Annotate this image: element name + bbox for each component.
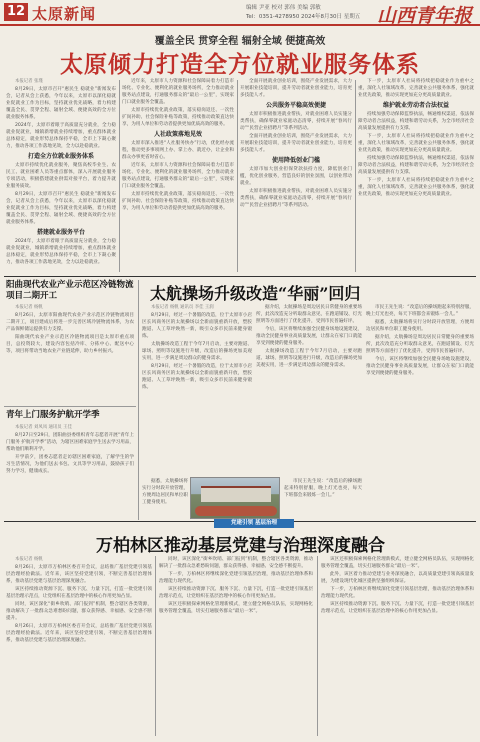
topic-tag: 党建引领 基层治理 — [214, 519, 294, 528]
paragraph: 太航操场改造工程于今年7月启动，主要对跑道、球场、照明等设施进行升级，改造后的操场更加美观实用，进一步满足周边群众的健身需求。 — [142, 342, 252, 361]
paragraph: 全面开展就业创业培训，围绕产业发展需求，大力开展职业技能培训，提升劳动者就业创业能力，培育更多技能人才。 — [240, 79, 352, 98]
section-title: 太原新闻 — [32, 5, 97, 23]
paragraph: 太原市积极推进就业帮扶，对就业困难人员实施分类帮扶，确保零就业家庭动态清零，持续开展“春风行动”“民营企业招聘月”等系列活动。 — [240, 189, 352, 208]
subheading: 打造全方位就业服务体系 — [27, 153, 94, 160]
paragraph: 全面开展就业创业培训，围绕产业发展需求，大力开展职业技能培训，提升劳动者就业创业能力，培育更多技能人才。 — [240, 134, 352, 153]
photo-track-shape — [195, 506, 277, 516]
paragraph: 下一步，万柏林区将继续深化党建引领基层治理，推动基层治理体系和治理能力现代化。 — [321, 587, 474, 599]
masthead-meta-editors: 编辑 尹亚 校对 郭伟 美编 郭敏 — [246, 5, 321, 11]
story-d-title: 万柏林区推动基层党建与治理深度融合 — [96, 536, 385, 556]
story-d-column-3 — [321, 556, 474, 738]
paragraph: 据介绍，太航操场是周边居民日常健身的重要场所，此次改造充分听取群众意见，在跑道铺设、灯光照明等方面进行了优化提升，受到市民普遍好评。 — [366, 335, 474, 354]
paragraph: 太原市持续优化就业服务，聚焦高校毕业生、农民工、就业困难人员等重点群体，深入开展就业服务专项活动，积极搭建就业供需对接平台，着力提升就业服务质效。 — [6, 163, 116, 189]
sports-field-photo — [190, 477, 280, 519]
paragraph: 8月26日，太原市万柏林区委召开会议，总结推广基层党建引领基层治理经验做法。近年来，该区坚持党建引领，不断完善基层治理体系，推动基层党建与基层治理深度融合。 — [6, 565, 152, 584]
paragraph: 下一步，太原市人社局将持续把稳就业作为重中之重，深化人社领域改革，完善就业公共服务体系，强化就业优先政策，推动实现更加充分更高质量就业。 — [358, 79, 474, 98]
paragraph: 太原市持续优化就业政策，落实稳岗返还、一次性扩岗补助、社会保险补贴等政策，持续推动政策直达快享，为用人单位和劳动者提供更加优质高效的服务。 — [122, 192, 234, 211]
story-b-title: 青年上门服务护航开学季 — [6, 410, 100, 420]
subheading: 维护就业劳动者合法权益 — [382, 102, 449, 109]
paragraph: 持续加强劳动保障监察执法，畅通维权渠道，依法保障劳动者合法权益，构建和谐劳动关系，为全市经济社会高质量发展提供有力支撑。 — [358, 156, 474, 175]
subheading: 公共服务平稳高效便捷 — [265, 102, 326, 109]
story-divider — [4, 406, 136, 407]
lead-column-2 — [122, 78, 234, 274]
lead-column-3 — [240, 78, 352, 274]
paragraph: 同时，该区深化“街乡吹哨、部门报到”机制，整合辖区各类资源，推动解决了一批群众急难愁盼问题，群众获得感、幸福感、安全感不断提升。 — [6, 602, 152, 621]
column-divider — [119, 80, 120, 272]
masthead — [0, 0, 480, 26]
paragraph: 近年来，太原市人力资源和社会保障局着力打造市场化、专业化、便利化的就业服务场所，全力推动就业服务站点建设，打通服务群众的“最后一公里”，实现家门口就业服务全覆盖。 — [122, 163, 234, 189]
paragraph: 8月26日，太原市阳曲现代农业产业示范区冷链物流项目二期开工，项目建成后将进一步完善区域冷链物流体系，为农产品保鲜储运提供有力支撑。 — [6, 313, 134, 332]
paragraph: 8月29日，经过一个暑假的改造，位于太原市小店区长风商务区的太航操场以全新面貌重新开放，塑胶跑道、人工草坪焕然一新，吸引众多市民前来健身锻炼。 — [142, 313, 252, 339]
paragraph: 阳曲现代农业产业示范区冷链物流项目是太原市重点项目，总投资较大，建设内容包括冷库、分拣中心、配送中心等，项目将带动当地农业产业链延伸，助力乡村振兴。 — [6, 335, 134, 354]
column-divider — [237, 80, 238, 272]
paragraph: 据介绍，太航操场是周边居民日常健身的重要场所，此次改造充分听取群众意见，在跑道铺设、灯光照明等方面进行了优化提升，受到市民普遍好评。 — [256, 305, 362, 324]
paragraph: 今后，该区将继续加强全民健身场地设施建设，推动全民健身事业高质量发展，让群众在家门口就能享受到便捷的健身服务。 — [256, 327, 362, 346]
story-d-column-2 — [159, 556, 313, 738]
paragraph: 太原市加大创业担保贷款扶持力度，降低创业门槛，优化创业服务，营造良好的创业氛围，以创业带动就业。 — [240, 167, 352, 186]
paragraph: 太原市持续优化就业政策，落实稳岗返还、一次性扩岗补助、社会保险补贴等政策，持续推动政策直达快享，为用人单位和劳动者提供更加优质高效的服务。 — [122, 108, 234, 127]
story-d-byline: 本报记者 杨帆 — [15, 557, 43, 562]
newspaper-logo: 山西青年报 — [376, 5, 472, 27]
paragraph: 2024年，太原市着眼于高质量充分就业，全力稳就业促就业，城镇新增就业持续增加，重点群体就业总体稳定，就业形势总体保持平稳，全市上下凝心聚力，推动各项工作落地见效，全力以赴稳就业。 — [6, 123, 116, 149]
paragraph: 2024年，太原市着眼于高质量充分就业，全力稳就业促就业，城镇新增就业持续增加，重点群体就业总体稳定，就业形势总体保持平稳，全市上下凝心聚力，推动各项工作落地见效，全力以赴稳就业。 — [6, 239, 116, 265]
paragraph: 该区还积极探索网格化管理新模式，建立健全网格员队伍，实现网格化服务管理全覆盖，切实打通服务群众“最后一米”。 — [321, 557, 474, 569]
paragraph: 太原市积极推进就业帮扶，对就业困难人员实施分类帮扶，确保零就业家庭动态清零，持续开展“春风行动”“民营企业招聘月”等系列活动。 — [240, 112, 352, 131]
subheading: 人社政策落地见效 — [153, 131, 202, 138]
paragraph: 市民王先生说：“改造后的操场跑起来特别舒服，晚上灯光也亮，每天下班都会来锻炼一会儿。” — [366, 305, 474, 317]
column-divider — [138, 280, 139, 520]
page-number: 12 — [4, 3, 28, 21]
paragraph: 开学前夕，团委志愿者走访辖区困难家庭，了解学生的学习生活情况，为他们送去书包、文具等学习用品，鼓励孩子们努力学习，健康成长。 — [6, 455, 134, 474]
paragraph: 8月29日，太原市召开“惠民生 稳就业”新闻发布会，记者从会上获悉，今年以来，太原市以深化稳就业促就业工作为目标，坚持就业优先战略，着力构建覆盖全民、贯穿全程、辐射全域、便捷高效的全方位就业服务体系。 — [6, 192, 116, 225]
column-divider — [317, 556, 318, 736]
story-a-body — [6, 304, 134, 404]
story-b-body — [6, 424, 134, 518]
paragraph: 同时，该区深化“街乡吹哨、部门报到”机制，整合辖区各类资源，推动解决了一批群众急难愁盼问题，群众获得感、幸福感、安全感不断提升。 — [159, 557, 313, 569]
paragraph: 市民王先生说：“改造后的操场跑起来特别舒服，晚上灯光也亮，每天下班都会来锻炼一会儿。” — [284, 479, 362, 498]
paragraph: 下一步，太原市人社局将持续把稳就业作为重中之重，深化人社领域改革，完善就业公共服务体系，强化就业优先政策，推动实现更加充分更高质量就业。 — [358, 134, 474, 153]
paragraph: 该区持续推动资源下沉、服务下沉、力量下沉，打造一批党建引领基层治理示范点，让党组织在基层治理中的核心作用更加凸显。 — [321, 602, 474, 614]
paragraph: 此外，该区着力推动党建与业务深度融合，以高质量党建引领高质量发展，为建设现代化城区提供坚强组织保证。 — [321, 572, 474, 584]
lead-column-1 — [6, 78, 116, 274]
paragraph: 据悉，太航操场将实行分时段开放管理，方便周边居民和单位职工健身使用。 — [366, 320, 474, 332]
story-c-column-2b — [284, 478, 362, 518]
lead-headline: 太原倾力打造全方位就业服务体系 — [60, 51, 420, 78]
paragraph: 太航操场改造工程于今年7月启动，主要对跑道、球场、照明等设施进行升级，改造后的操场更加美观实用，进一步满足周边群众的健身需求。 — [256, 349, 362, 368]
subheading: 使用降低创业门槛 — [271, 157, 320, 164]
paragraph: 持续加强劳动保障监察执法，畅通维权渠道，依法保障劳动者合法权益，构建和谐劳动关系，为全市经济社会高质量发展提供有力支撑。 — [358, 112, 474, 131]
photo-building-shape — [201, 486, 271, 502]
story-d-column-1 — [6, 556, 152, 738]
lead-kicker: 覆盖全民 贯穿全程 辐射全域 便捷高效 — [154, 36, 326, 47]
paragraph: 8月26日，太原市万柏林区委召开会议，总结推广基层党建引领基层治理经验做法。近年来，该区坚持党建引领，不断完善基层治理体系，推动基层党建与基层治理深度融合。 — [6, 624, 152, 643]
paragraph: 今后，该区将继续加强全民健身场地设施建设，推动全民健身事业高质量发展，让群众在家门口就能享受到便捷的健身服务。 — [366, 357, 474, 376]
paragraph: 该区持续推动资源下沉、服务下沉、力量下沉，打造一批党建引领基层治理示范点，让党组织在基层治理中的核心作用更加凸显。 — [159, 587, 313, 599]
paragraph: 该区持续推动资源下沉、服务下沉、力量下沉，打造一批党建引领基层治理示范点，让党组织在基层治理中的核心作用更加凸显。 — [6, 587, 152, 599]
section-divider — [4, 276, 476, 277]
subheading: 搭建就业服务平台 — [36, 229, 85, 236]
story-c-column-3 — [366, 304, 474, 516]
paragraph: 据悉，太航操场将实行分时段开放管理，方便周边居民和单位职工健身使用。 — [142, 479, 188, 505]
masthead-meta-date: Tel：0351-4278950 2024年8月30日 星期五 — [246, 14, 361, 20]
paragraph: 该区还积极探索网格化管理新模式，建立健全网格员队伍，实现网格化服务管理全覆盖，切实打通服务群众“最后一米”。 — [159, 602, 313, 614]
story-c-column-2 — [256, 304, 362, 474]
story-b-byline: 本报记者 刘凤凤 通讯员 王佳 — [15, 425, 72, 430]
column-divider — [355, 80, 356, 272]
paragraph: 下一步，太原市人社局将持续把稳就业作为重中之重，深化人社领域改革，完善就业公共服务体系，强化就业优先政策，推动实现更加充分更高质量就业。 — [358, 178, 474, 197]
paragraph: 8月29日，经过一个暑假的改造，位于太原市小店区长风商务区的太航操场以全新面貌重新开放，塑胶跑道、人工草坪焕然一新，吸引众多市民前来健身锻炼。 — [142, 364, 252, 390]
paragraph: 8月27日至29日，团阳曲县委组织青年志愿者开展“青年上门服务 护航开学季”活动，为辖区困难家庭学生送去学习用品，帮助他们顺利开学。 — [6, 433, 134, 452]
story-c-column-1 — [142, 304, 252, 474]
paragraph: 太原市深入推进“人社服务快办”行动，优化经办流程，推动更多事项网上办、掌上办、就近办，让企业和群众办事更省时省心。 — [122, 141, 234, 160]
story-c-title: 太航操场升级改造“华丽”回归 — [150, 284, 361, 303]
story-c-byline: 本报记者 杨帆 通讯员 李佳 王润 — [151, 305, 214, 310]
paragraph: 下一步，万柏林区将继续深化党建引领基层治理，推动基层治理体系和治理能力现代化。 — [159, 572, 313, 584]
story-a-byline: 本报记者 杨帆 — [15, 305, 43, 310]
paragraph: 近年来，太原市人力资源和社会保障局着力打造市场化、专业化、便利化的就业服务场所，全力推动就业服务站点建设，打通服务群众的“最后一公里”，实现家门口就业服务全覆盖。 — [122, 79, 234, 105]
column-divider — [155, 556, 156, 736]
paragraph: 8月29日，太原市召开“惠民生 稳就业”新闻发布会，记者从会上获悉，今年以来，太原市以深化稳就业促就业工作为目标，坚持就业优先战略，着力构建覆盖全民、贯穿全程、辐射全域、便捷高效的全方位就业服务体系。 — [6, 87, 116, 120]
lead-byline: 本报记者 张瑾 — [15, 79, 43, 84]
lead-column-4 — [358, 78, 474, 274]
story-a-title: 阳曲现代农业产业示范区冷链物流项目二期开工 — [6, 280, 134, 301]
story-c-column-1b — [142, 478, 188, 518]
